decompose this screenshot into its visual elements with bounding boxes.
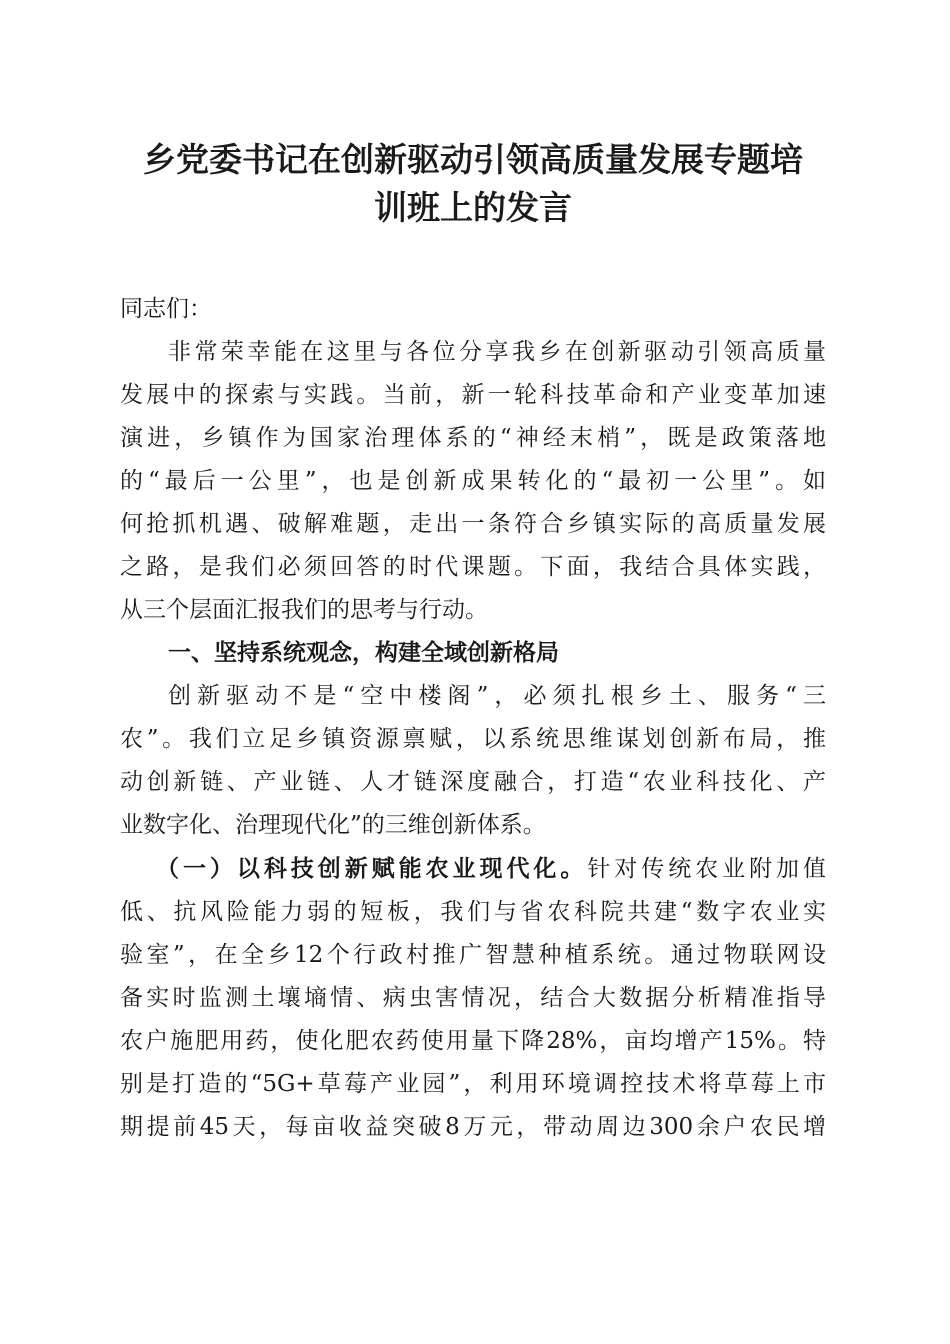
subsection1-paragraph: [120, 847, 826, 1149]
paragraph-line: 何抢抓机遇、破解难题，走出一条符合乡镇实际的高质量发展: [120, 511, 826, 537]
paragraph-line: 验室”，在全乡12个行政村推广智慧种植系统。通过物联网设: [120, 942, 826, 968]
section1-paragraph: [120, 675, 826, 847]
document-title: [120, 130, 826, 232]
title-line: 训班上的发言: [374, 188, 572, 227]
paragraph-line: 农”。我们立足乡镇资源禀赋，以系统思维谋划创新布局，推: [120, 726, 826, 752]
subsection-text: 针对传统农业附加值: [587, 856, 827, 882]
paragraph-line: 的“最后一公里”，也是创新成果转化的“最初一公里”。如: [120, 468, 826, 494]
paragraph-line: 演进，乡镇作为国家治理体系的“神经末梢”，既是政策落地: [120, 425, 826, 451]
paragraph-line: [120, 847, 826, 891]
title-line: 乡党委书记在创新驱动引领高质量发展专题培: [143, 140, 803, 179]
paragraph-line: 非常荣幸能在这里与各位分享我乡在创新驱动引领高质量: [168, 339, 826, 365]
subsection-heading: （一）以科技创新赋能农业现代化。: [156, 855, 588, 882]
document-body: [120, 130, 826, 1149]
paragraph-line: 别是打造的“5G+草莓产业园”，利用环境调控技术将草莓上市: [120, 1071, 826, 1097]
salutation: 同志们：: [120, 296, 212, 322]
paragraph-line: 之路，是我们必须回答的时代课题。下面，我结合具体实践，: [120, 554, 826, 580]
paragraph-line: 期提前45天，每亩收益突破8万元，带动周边300余户农民增: [120, 1114, 826, 1140]
paragraph-line: 发展中的探索与实践。当前，新一轮科技革命和产业变革加速: [120, 382, 826, 408]
paragraph-line: 动创新链、产业链、人才链深度融合，打造“农业科技化、产: [120, 769, 826, 795]
section-heading: 一、坚持系统观念，构建全域创新格局: [168, 640, 559, 666]
paragraph-line: 从三个层面汇报我们的思考与行动。: [120, 597, 488, 623]
intro-paragraph: [120, 331, 826, 632]
paragraph-line: 低、抗风险能力弱的短板，我们与省农科院共建“数字农业实: [120, 899, 826, 925]
paragraph-line: 业数字化、治理现代化”的三维创新体系。: [120, 812, 546, 838]
paragraph-line: 创新驱动不是“空中楼阁”，必须扎根乡土、服务“三: [168, 683, 826, 709]
paragraph-line: 农户施肥用药，使化肥农药使用量下降28%，亩均增产15%。特: [120, 1028, 826, 1054]
paragraph-line: 备实时监测土壤墒情、病虫害情况，结合大数据分析精准指导: [120, 985, 826, 1011]
